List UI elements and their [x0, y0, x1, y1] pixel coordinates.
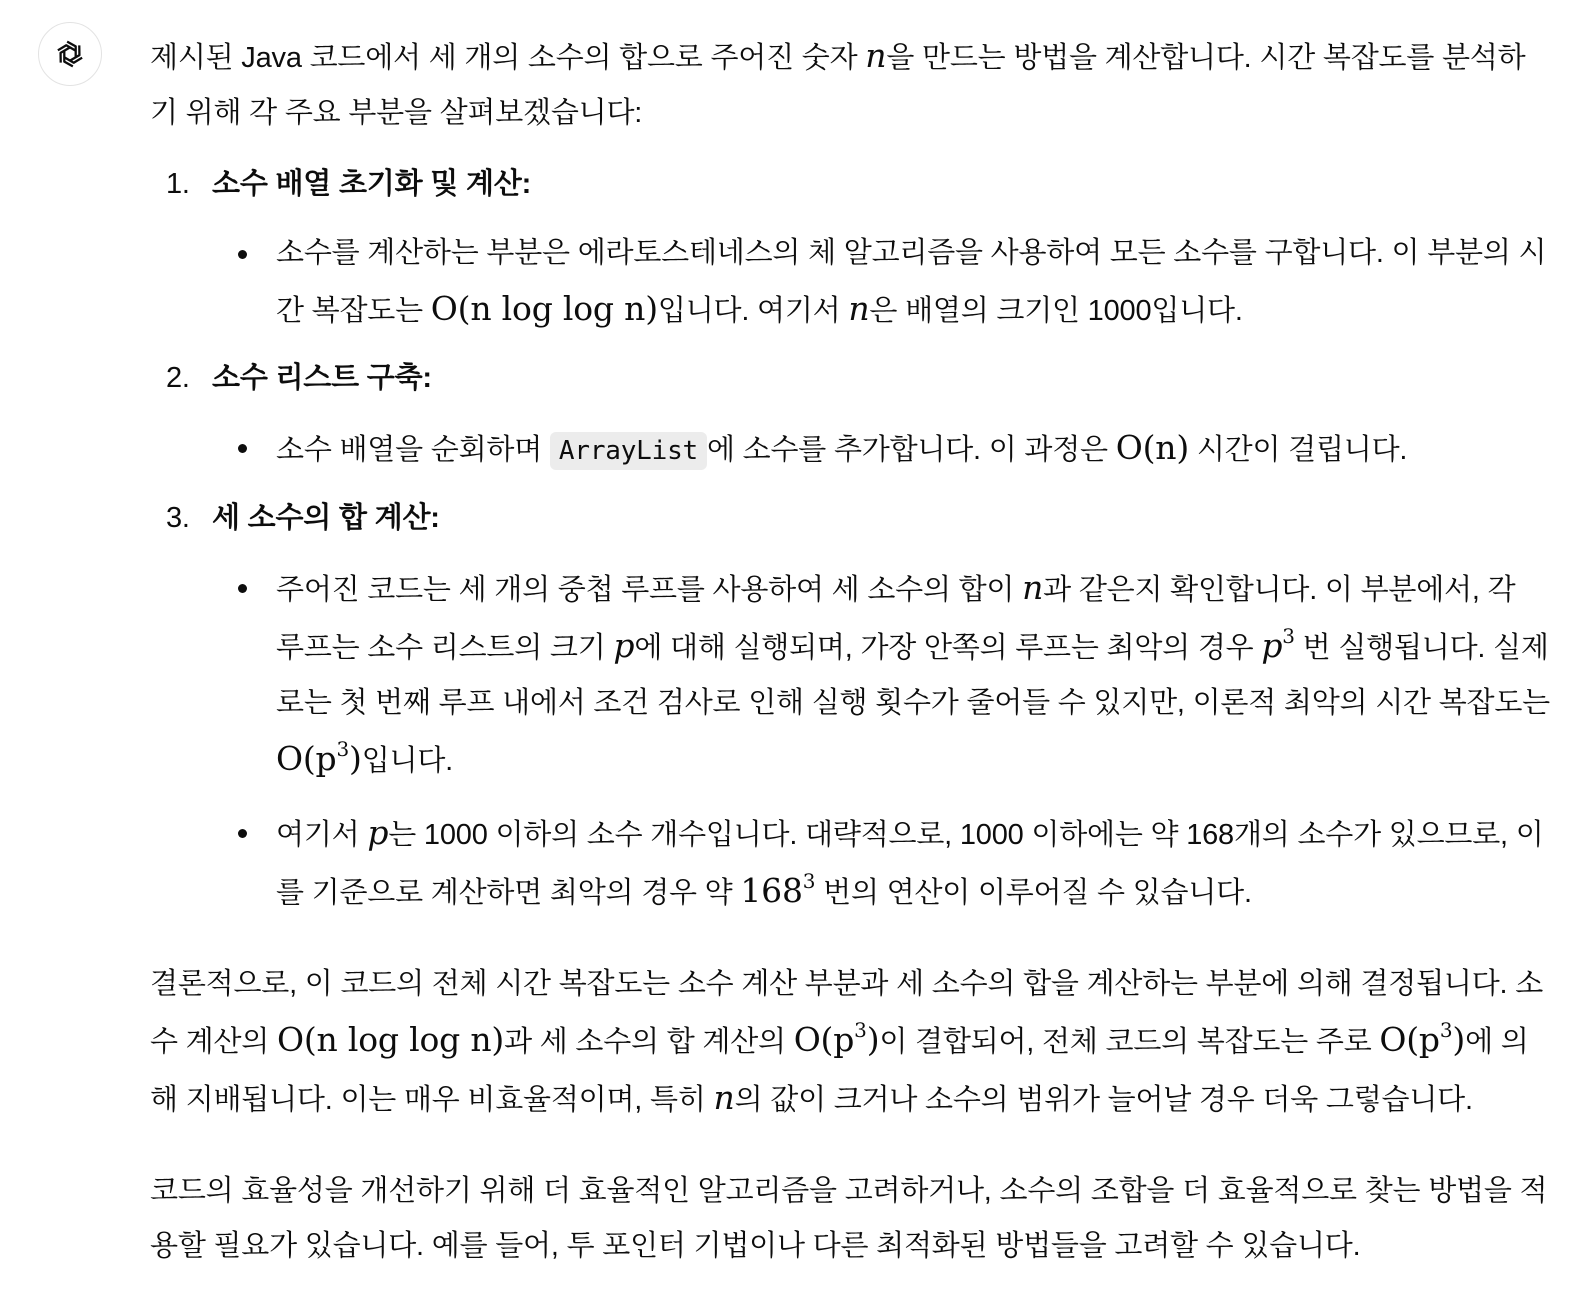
math-inline: [1022, 568, 1043, 607]
math-var: p: [367, 813, 389, 852]
math-expr: 168: [740, 871, 803, 910]
bullet-text: 소수를 계산하는 부분은 에라토스테네스의 체 알고리즘을 사용하여 모든 소수를 구합니다. 이 부분의 시간 복잡도는: [276, 237, 1547, 327]
bullet-text: 시간이 걸립니다.: [1189, 434, 1408, 466]
section-item: [150, 157, 1550, 339]
bullet-text: 에 소수를 추가합니다. 이 과정은: [707, 434, 1116, 466]
math-inline: O(n log log n): [430, 289, 658, 328]
conclusion-text: 의 값이 크거나 소수의 범위가 늘어날 경우 더욱 그렇습니다.: [734, 1084, 1473, 1116]
section-bullets: [212, 560, 1550, 921]
math-var: n: [848, 289, 870, 328]
conclusion-text: 과 세 소수의 합 계산의: [504, 1026, 794, 1058]
math-var: n: [865, 36, 887, 75]
math-inline: [1261, 626, 1294, 665]
math-expr: O(p: [276, 739, 337, 778]
intro-text: 을 만드는 방법을 계산합니다. 시간 복잡도를 분석하기 위해 각 주요 부분을 살펴보겠습니다:: [150, 42, 1526, 129]
math-expr: ): [349, 739, 362, 778]
conclusion-text: 에 의해 지배됩니다. 이는 매우 비효율적이며, 특히: [150, 1026, 1529, 1116]
bullet-text: 번의 연산이 이루어질 수 있습니다.: [815, 877, 1252, 909]
math-inline: [794, 1020, 880, 1059]
math-expr: O(p: [793, 1020, 855, 1059]
math-expr: O(p: [1379, 1020, 1440, 1059]
section-bullets: [212, 226, 1550, 339]
analysis-list: [150, 157, 1550, 921]
math-expr: ): [866, 1020, 880, 1059]
math-inline: [276, 739, 362, 778]
math-var: p: [613, 626, 635, 665]
math-exponent: 3: [1282, 624, 1295, 648]
bullet-item: [212, 560, 1550, 789]
bullet-text: 주어진 코드는 세 개의 중첩 루프를 사용하여 세 소수의 합이: [276, 574, 1023, 606]
openai-logo-icon: [51, 35, 89, 73]
math-inline: O(n): [1115, 428, 1189, 467]
math-exponent: 3: [1439, 1018, 1453, 1042]
intro-text: 제시된 Java 코드에서 세 개의 소수의 합으로 주어진 숫자: [150, 42, 866, 74]
bullet-text: 에 대해 실행되며, 가장 안쪽의 루프는 최악의 경우: [634, 632, 1262, 664]
assistant-message: [150, 28, 1550, 1274]
math-inline: [613, 626, 634, 665]
math-inline: [714, 1078, 735, 1117]
assistant-avatar: [38, 22, 102, 86]
section-heading: 세 소수의 합 계산:: [212, 502, 440, 534]
inline-code: ArrayList: [550, 432, 707, 470]
bullet-text: 여기서: [276, 819, 368, 851]
math-var: p: [1261, 626, 1283, 665]
bullet-item: [212, 420, 1550, 479]
bullet-item: [212, 805, 1550, 921]
math-exponent: 3: [802, 869, 816, 893]
bullet-text: 과 같은지 확인합니다. 이 부분에서, 각 루프는 소수 리스트의 크기: [276, 574, 1516, 664]
math-inline: [740, 871, 815, 910]
bullet-text: 번 실행됩니다. 실제로는 첫 번째 루프 내에서 조건 검사로 인해 실행 횟수가 줄어들 수 있지만, 이론적 최악의 시간 복잡도는: [276, 632, 1550, 719]
conclusion-text: 결론적으로, 이 코드의 전체 시간 복잡도는 소수 계산 부분과 세 소수의 합을 계산하는 부분에 의해 결정됩니다. 소수 계산의: [150, 968, 1544, 1058]
math-inline: [865, 36, 886, 75]
bullet-item: [212, 226, 1550, 339]
section-item: [150, 491, 1550, 921]
section-item: [150, 351, 1550, 479]
math-inline: [367, 813, 388, 852]
section-heading: 소수 배열 초기화 및 계산:: [212, 168, 532, 200]
math-inline: [1379, 1020, 1465, 1059]
section-number: 3.: [166, 502, 190, 534]
bullet-text: 은 배열의 크기인 1000입니다.: [869, 295, 1243, 327]
math-inline: [848, 289, 869, 328]
section-number: 1.: [166, 168, 190, 200]
conclusion-paragraph: [150, 957, 1550, 1128]
section-heading: 소수 리스트 구축:: [212, 362, 432, 394]
bullet-text: 입니다. 여기서: [657, 295, 849, 327]
math-inline: O(n log log n): [276, 1020, 505, 1059]
math-expr: ): [1452, 1020, 1466, 1059]
closing-paragraph: 코드의 효율성을 개선하기 위해 더 효율적인 알고리즘을 고려하거나, 소수의 조합을 더 효율적으로 찾는 방법을 적용할 필요가 있습니다. 예를 들어, 투 포인터 기법이나 다른 최적화된 방법들을 고려할 수 있습니다.: [150, 1175, 1548, 1262]
intro-paragraph: [150, 28, 1550, 141]
math-exponent: 3: [336, 737, 349, 761]
math-var: n: [1022, 568, 1044, 607]
section-number: 2.: [166, 362, 190, 394]
math-exponent: 3: [854, 1018, 867, 1042]
bullet-text: 는 1000 이하의 소수 개수입니다. 대략적으로, 1000 이하에는 약 168개의 소수가 있으므로, 이를 기준으로 계산하면 최악의 경우 약: [276, 819, 1544, 909]
bullet-text: 입니다.: [361, 745, 453, 777]
conclusion-text: 이 결합되어, 전체 코드의 복잡도는 주로: [879, 1026, 1380, 1058]
bullet-text: 소수 배열을 순회하며: [276, 434, 550, 466]
section-bullets: [212, 420, 1550, 479]
math-var: n: [713, 1078, 735, 1117]
